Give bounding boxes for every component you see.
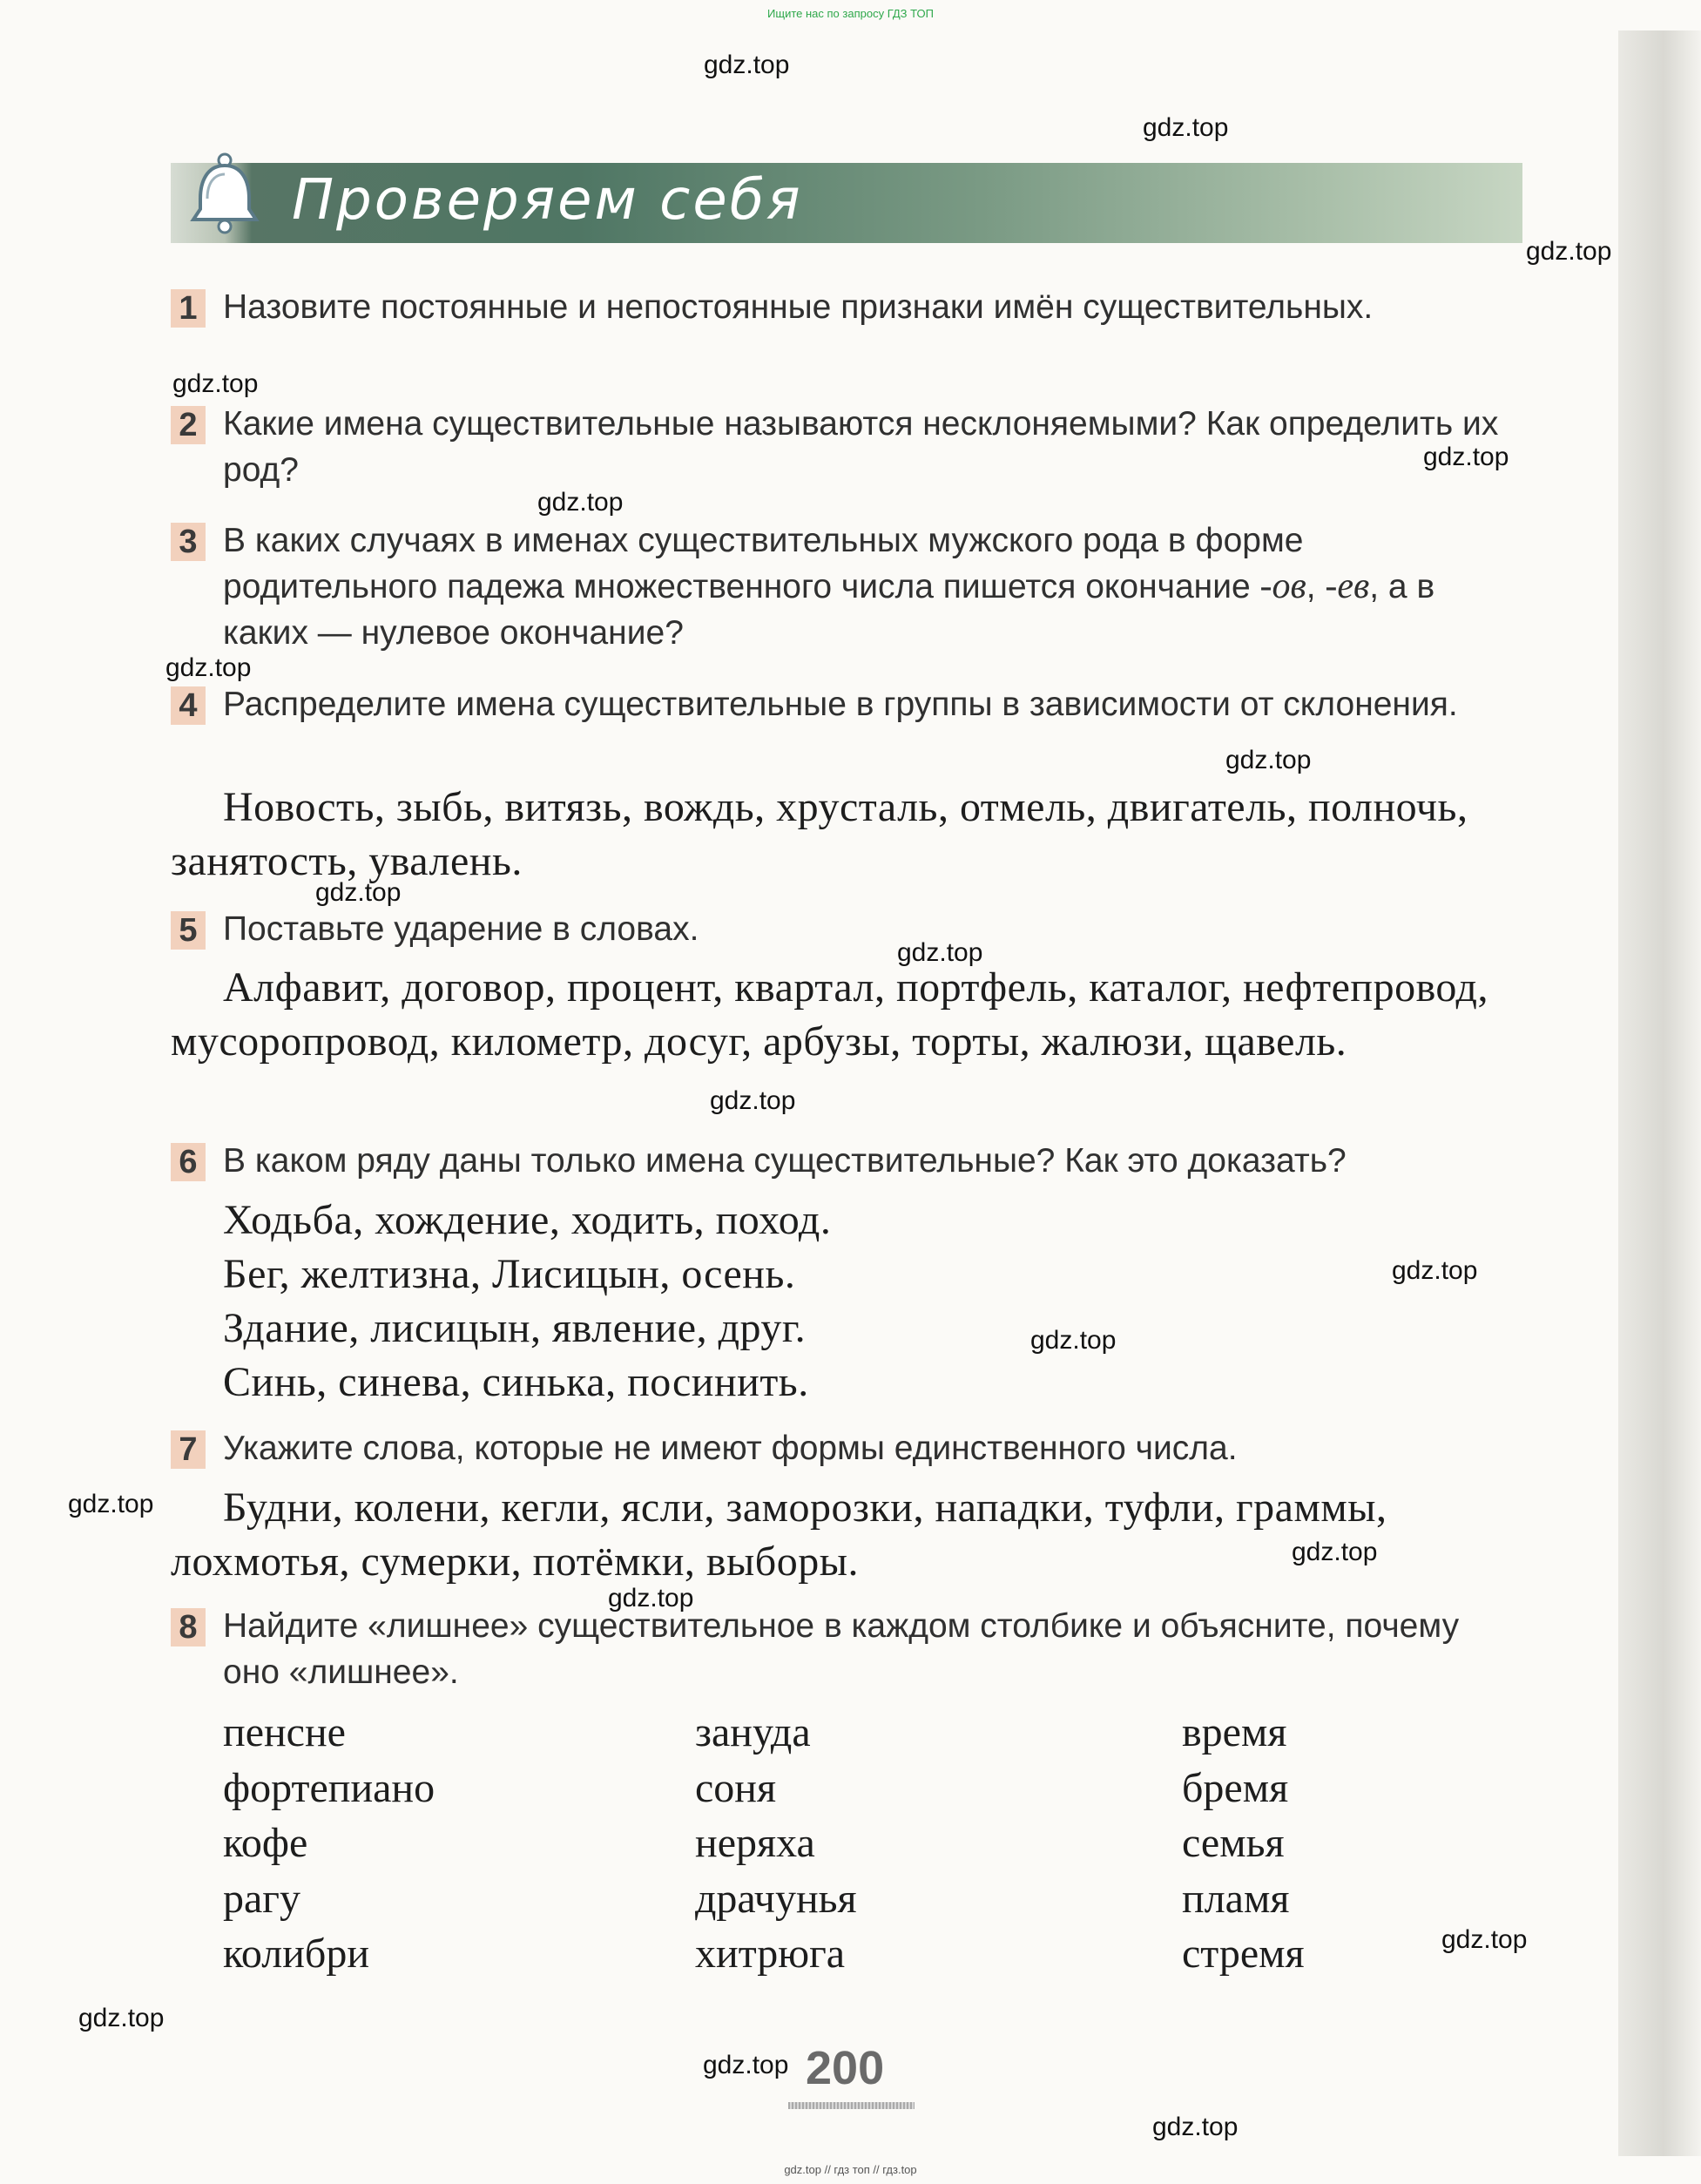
watermark: gdz.top xyxy=(1030,1326,1117,1355)
word-row: Синь, синева, синька, посинить. xyxy=(223,1359,809,1405)
example-words: Новость, зыбь, витязь, вождь, хрусталь, отмель, двигатель, полночь, занятость, увалень. xyxy=(171,784,1468,884)
watermark: gdz.top xyxy=(315,878,402,907)
question-text: Распределите имена существительные в группы в зависимости от склонения. xyxy=(223,686,1458,723)
column-word: драчунья xyxy=(695,1875,857,1922)
question-number: 7 xyxy=(171,1430,206,1469)
column-word: фортепиано xyxy=(223,1764,435,1811)
question-text: В каком ряду даны только имена существительные? Как это доказать? xyxy=(223,1142,1347,1180)
watermark: gdz.top xyxy=(1392,1256,1478,1285)
watermark: gdz.top xyxy=(537,488,624,517)
watermark: gdz.top xyxy=(78,2004,165,2032)
column-word: стремя xyxy=(1182,1930,1305,1977)
word-row: Здание, лисицын, явление, друг. xyxy=(223,1305,807,1351)
watermark: gdz.top xyxy=(1423,443,1509,471)
footer-note: gdz.top // гдз топ // гдз.top xyxy=(784,2163,917,2176)
ending-ov: -ов xyxy=(1259,566,1306,606)
column-word: кофе xyxy=(223,1820,308,1866)
column-word: время xyxy=(1182,1709,1287,1755)
column-word: семья xyxy=(1182,1820,1285,1866)
watermark: gdz.top xyxy=(704,51,790,79)
watermark: gdz.top xyxy=(1152,2113,1239,2141)
column-word: соня xyxy=(695,1764,777,1811)
watermark: gdz.top xyxy=(897,938,983,967)
question-text: Какие имена существительные называются несклоняемыми? Как определить их род? xyxy=(223,405,1499,489)
question-number: 5 xyxy=(171,911,206,950)
watermark: gdz.top xyxy=(1441,1925,1528,1954)
page-number: 200 xyxy=(806,2042,885,2094)
example-words: Алфавит, договор, процент, квартал, портфель, каталог, нефтепровод, мусоропровод, километр, досуг, арбузы, торты, жалюзи, щавель. xyxy=(171,964,1488,1065)
watermark: gdz.top xyxy=(703,2051,789,2079)
watermark: gdz.top xyxy=(172,369,259,398)
watermark: gdz.top xyxy=(710,1086,796,1115)
column-word: пенсне xyxy=(223,1709,346,1755)
question-number: 1 xyxy=(171,289,206,328)
watermark: gdz.top xyxy=(1225,746,1312,774)
word-column-3 xyxy=(1182,1705,1305,1982)
column-word: бремя xyxy=(1182,1764,1289,1811)
question-text: Найдите «лишнее» существительное в каждом столбике и объясните, почему оно «лишнее». xyxy=(223,1607,1460,1691)
question-number: 8 xyxy=(171,1608,206,1646)
watermark: gdz.top xyxy=(165,653,252,682)
word-column-2 xyxy=(695,1705,857,1982)
question-text: Укажите слова, которые не имеют формы единственного числа. xyxy=(223,1430,1238,1467)
word-row: Ходьба, хождение, ходить, поход. xyxy=(223,1197,832,1243)
question-text: Назовите постоянные и непостоянные признаки имён существительных. xyxy=(223,288,1374,326)
example-words: Будни, колени, кегли, ясли, заморозки, нападки, туфли, граммы, лохмотья, сумерки, потёмки, выборы. xyxy=(171,1484,1387,1585)
page-edge-shadow xyxy=(1618,30,1701,2156)
top-note: Ищите нас по запросу ГДЗ ТОП xyxy=(767,7,934,20)
question-number: 3 xyxy=(171,523,206,561)
bell-icon xyxy=(181,148,268,235)
ending-ev: -ев xyxy=(1325,566,1370,606)
watermark: gdz.top xyxy=(1292,1538,1378,1566)
watermark: gdz.top xyxy=(608,1584,694,1613)
watermark: gdz.top xyxy=(1526,237,1612,266)
question-number: 4 xyxy=(171,686,206,725)
column-word: неряха xyxy=(695,1820,815,1866)
column-word: колибри xyxy=(223,1930,369,1977)
column-word: рагу xyxy=(223,1875,300,1922)
question-number: 6 xyxy=(171,1143,206,1181)
page-title: Проверяем себя xyxy=(292,168,803,233)
question-text: В каких случаях в именах существительных мужского рода в форме родительного падежа множественного числа пишется окончание -ов, -ев, а в каких — нулевое окончание? xyxy=(223,522,1435,652)
question-text: Поставьте ударение в словах. xyxy=(223,910,699,948)
column-word: зануда xyxy=(695,1709,811,1755)
word-column-1 xyxy=(223,1705,435,1982)
column-word: пламя xyxy=(1182,1875,1290,1922)
page-number-underline xyxy=(788,2102,915,2109)
watermark: gdz.top xyxy=(1143,113,1229,142)
question-number: 2 xyxy=(171,406,206,444)
watermark: gdz.top xyxy=(68,1490,154,1518)
word-row: Бег, желтизна, Лисицын, осень. xyxy=(223,1251,796,1297)
column-word: хитрюга xyxy=(695,1930,846,1977)
